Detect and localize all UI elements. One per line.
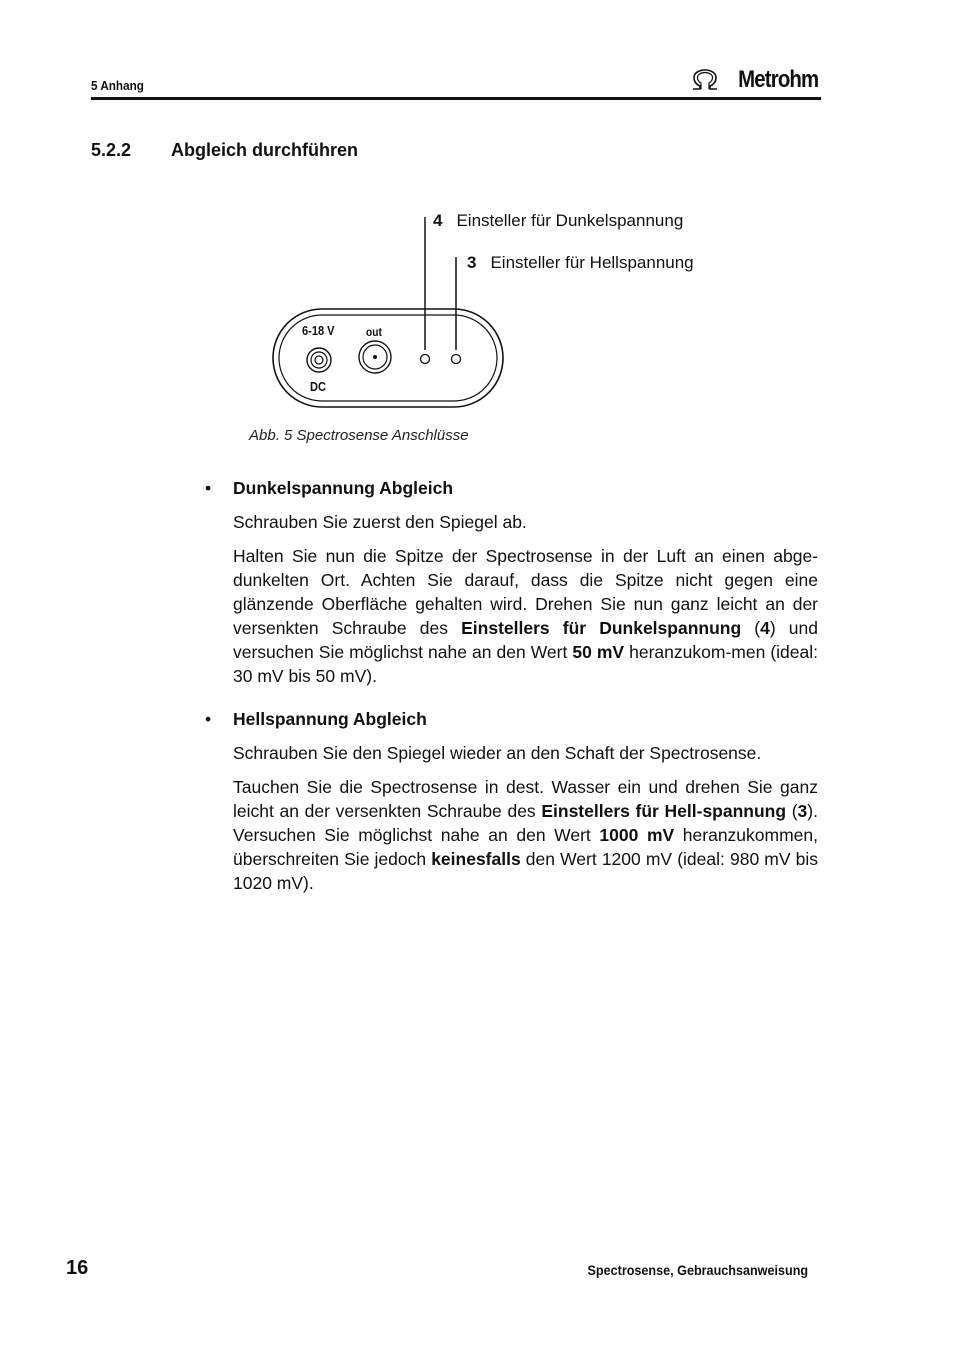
- callout-4: [433, 211, 683, 231]
- item-paragraph-1: Schrauben Sie den Spiegel wieder an den Schaft der Spectrosense.: [233, 743, 762, 763]
- footer-document-title: Spectrosense, Gebrauchsanweisung: [587, 1262, 808, 1278]
- header-rule: [91, 97, 821, 100]
- item-heading: Hellspannung Abgleich: [233, 709, 427, 729]
- device-diagram: [260, 205, 780, 415]
- power-label: 6-18 V: [302, 323, 335, 338]
- metrohm-logo: [690, 66, 818, 94]
- adjuster-4-dark: [421, 355, 430, 364]
- bullet-icon: •: [205, 709, 212, 729]
- callout-3-text: Einsteller für Hellspannung: [490, 253, 694, 272]
- adjuster-3-light: [452, 355, 461, 364]
- callout-4-text: Einsteller für Dunkelspannung: [456, 211, 684, 230]
- section-heading: [91, 140, 358, 161]
- page-number: 16: [66, 1257, 89, 1279]
- out-connector-pin: [373, 355, 377, 359]
- omega-icon: [690, 69, 720, 91]
- section-number: 5.2.2: [91, 140, 132, 160]
- dc-jack-inner: [315, 356, 323, 364]
- section-title: Abgleich durchführen: [171, 140, 359, 160]
- callout-3-number: 3: [467, 253, 477, 272]
- figure-caption: Abb. 5 Spectrosense Anschlüsse: [249, 427, 469, 444]
- item-paragraph-2: Halten Sie nun die Spitze der Spectrosense in der Luft an einen abge-dunkelten Ort. Achten Sie darauf, dass die Spitze nicht gegen eine glänzende Oberfläche gehalten wird. Drehen Sie nun ganz leicht an der versenkten Schraube des Einstellers für Dunkelspannung (4) und versuchen Sie möglichst nahe an den Wert 50 mV heranzukom-men (ideal: 30 mV bis 50 mV).: [233, 546, 819, 686]
- callout-3: [467, 253, 694, 273]
- item-heading: Dunkelspannung Abgleich: [233, 478, 454, 498]
- bullet-icon: •: [205, 478, 212, 498]
- dc-label: DC: [310, 379, 326, 394]
- device-figure: [260, 205, 780, 415]
- dc-jack-mid: [311, 352, 327, 368]
- header-section: 5 Anhang: [91, 78, 144, 93]
- item-paragraph-2: Tauchen Sie die Spectrosense in dest. Wasser ein und drehen Sie ganz leicht an der versenkten Schraube des Einstellers für Hell-spannung (3). Versuchen Sie möglichst nahe an den Wert 1000 mV heranzukommen, überschreiten Sie jedoch keinesfalls den Wert 1200 mV (ideal: 980 mV bis 1020 mV).: [233, 777, 819, 893]
- list-item-dunkelspannung: [205, 476, 819, 688]
- callout-4-number: 4: [433, 211, 443, 230]
- out-label: out: [366, 325, 382, 339]
- brand-name: Metrohm: [737, 66, 818, 93]
- item-paragraph-1: Schrauben Sie zuerst den Spiegel ab.: [233, 512, 527, 532]
- list-item-hellspannung: [205, 707, 819, 895]
